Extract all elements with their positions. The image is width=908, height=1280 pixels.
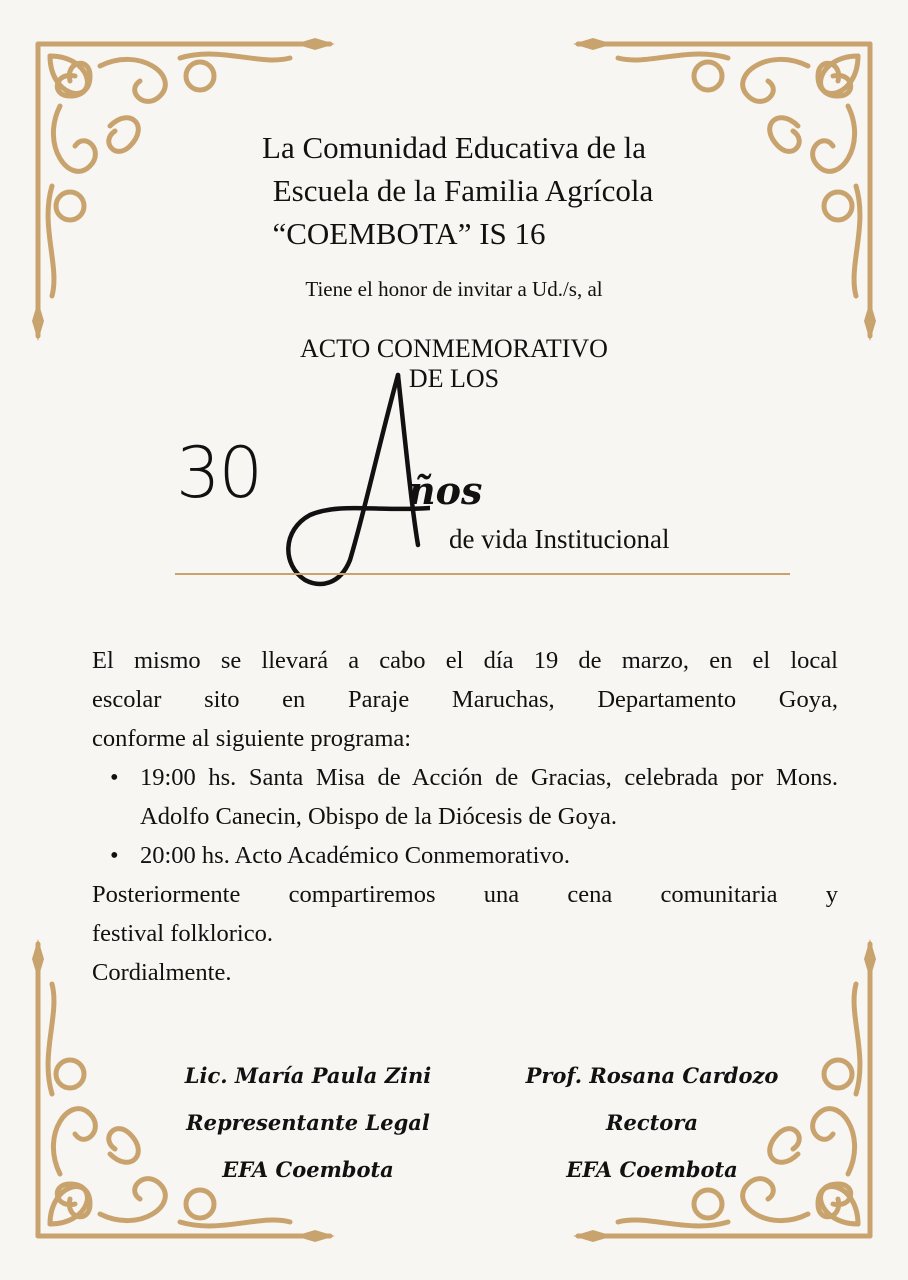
heading-line-3: “COEMBOTA” IS 16	[272, 216, 546, 251]
event-title-line-1: ACTO CONMEMORATIVO	[300, 334, 608, 363]
program-item-text: 19:00 hs. Santa Misa de Acción de Gracias, celebrada por Mons. Adolfo Canecin, Obispo de la Diócesis de Goya.	[140, 764, 838, 830]
body-line-after-2: festival folklorico.	[92, 920, 273, 947]
invitation-line: Tiene el honor de invitar a Ud./s, al	[305, 277, 603, 301]
signatory-name: Lic. María Paula Zini	[184, 1063, 432, 1088]
big-letter-a-icon	[270, 370, 430, 600]
signature-block-1	[148, 1052, 468, 1193]
signatory-org: EFA Coembota	[566, 1157, 738, 1182]
program-item-1	[110, 758, 838, 836]
signatory-name: Prof. Rosana Cardozo	[525, 1063, 779, 1088]
invitation-body	[92, 641, 838, 992]
closing: Cordialmente.	[92, 959, 232, 986]
program-list	[92, 758, 838, 875]
event-title	[0, 334, 908, 394]
event-subtitle: de vida Institucional	[449, 524, 670, 554]
program-item-text: 20:00 hs. Acto Académico Conmemorativo.	[140, 842, 571, 869]
signatory-role: Rectora	[606, 1110, 698, 1135]
divider	[175, 573, 790, 575]
body-line-3: conforme al siguiente programa:	[92, 725, 412, 752]
bullet-icon: •	[110, 764, 119, 791]
body-line-after-1: Posteriormente compartiremos una cena comunitaria y	[92, 881, 838, 908]
program-item-2	[110, 836, 838, 875]
heading-line-2: Escuela de la Familia Agrícola	[272, 173, 654, 208]
anniversary-number: 30	[176, 432, 262, 514]
signatory-role: Representante Legal	[186, 1110, 430, 1135]
body-line-2: escolar sito en Paraje Maruchas, Departamento Goya,	[92, 686, 838, 713]
heading-line-1: La Comunidad Educativa de la	[262, 130, 646, 165]
signatory-org: EFA Coembota	[222, 1157, 394, 1182]
years-word: ños	[408, 468, 483, 513]
event-title-line-2: DE LOS	[408, 364, 500, 393]
body-line-1: El mismo se llevará a cabo el día 19 de marzo, en el local	[92, 647, 838, 674]
community-heading	[0, 126, 908, 255]
bullet-icon: •	[110, 842, 119, 869]
signature-block-2	[492, 1052, 812, 1193]
